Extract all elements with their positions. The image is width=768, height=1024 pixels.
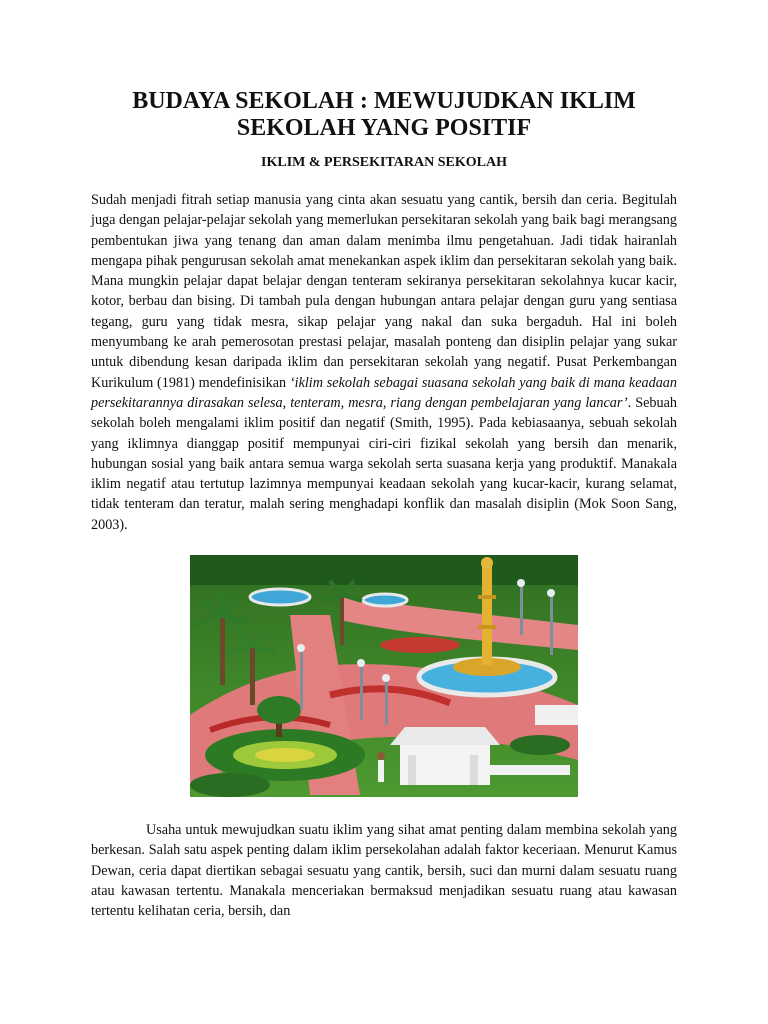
paragraph-1: [91, 190, 677, 535]
section-subtitle: IKLIM & PERSEKITARAN SEKOLAH: [261, 155, 507, 170]
page-title: [90, 88, 678, 142]
paragraph-1-end: . Sebuah sekolah boleh mengalami iklim positif dan negatif (Smith, 1995). Pada kebiasaanya, sebuah sekolah yang iklimnya dianggap positif mempunyai ciri-ciri fizikal sekolah yang bersih dan menarik, hubungan sosial yang baik antara semua warga sekolah serta suasana kerja yang produktif. Manakala iklim negatif atau tertutup lazimnya mempunyai keadaan sekolah yang kucar-kacir, kurang selamat, tidak tenteram dan teratur, malah sering menghadapi konflik dan masalah disiplin (Mok Soon Sang, 2003).: [91, 394, 677, 533]
paragraph-1-quote: ‘iklim sekolah sebagai suasana sekolah yang baik di mana keadaan persekitarannya dirasakan selesa, tenteram, mesra, riang dengan pembelajaran yang lancar’: [91, 374, 677, 411]
paragraph-1-start: Sudah menjadi fitrah setiap manusia yang cinta akan sesuatu yang cantik, bersih dan ceria. Begitulah juga dengan pelajar-pelajar sekolah yang memerlukan persekitaran sekolah yang baik bagi merangsang pembentukan jiwa yang tenang dan aman dalam menimba ilmu pengetahuan. Jadi tidak hairanlah mengapa pihak pengurusan sekolah amat menekankan aspek iklim dan persekitaran sekolah yang baik. Mana mungkin pelajar dapat belajar dengan tenteram sekiranya persekitaran sekolahnya kucar kacir, kotor, berbau dan bising. Di tambah pula dengan hubungan antara pelajar dengan guru yang sentiasa tegang, guru yang tidak mesra, sikap pelajar yang nakal dan suka bergaduh. Hal ini boleh menyumbang ke arah pemerosotan prestasi pelajar, masalah ponteng dan disiplin pelajar yang sukar untuk dibendung kesan daripada iklim dan persekitaran sekolah yang negatif. Pusat Perkembangan Kurikulum (1981) mendefinisikan: [91, 192, 677, 391]
garden-illustration: [190, 555, 578, 797]
title-line-2: SEKOLAH YANG POSITIF: [236, 115, 532, 141]
title-line-1: BUDAYA SEKOLAH : MEWUJUDKAN IKLIM: [132, 88, 636, 114]
school-garden-photo: [190, 555, 578, 797]
paragraph-2: Usaha untuk mewujudkan suatu iklim yang sihat amat penting dalam membina sekolah yang berkesan. Salah satu aspek penting dalam iklim persekolahan adalah faktor keceriaan. Menurut Kamus Dewan, ceria dapat diertikan sebagai sesuatu yang cantik, bersih, suci dan murni dalam sesuatu ruang atau kawasan tertentu. Manakala menceriakan bermaksud menjadikan sesuatu ruang atau kawasan tertentu kelihatan ceria, bersih, dan: [91, 822, 677, 920]
